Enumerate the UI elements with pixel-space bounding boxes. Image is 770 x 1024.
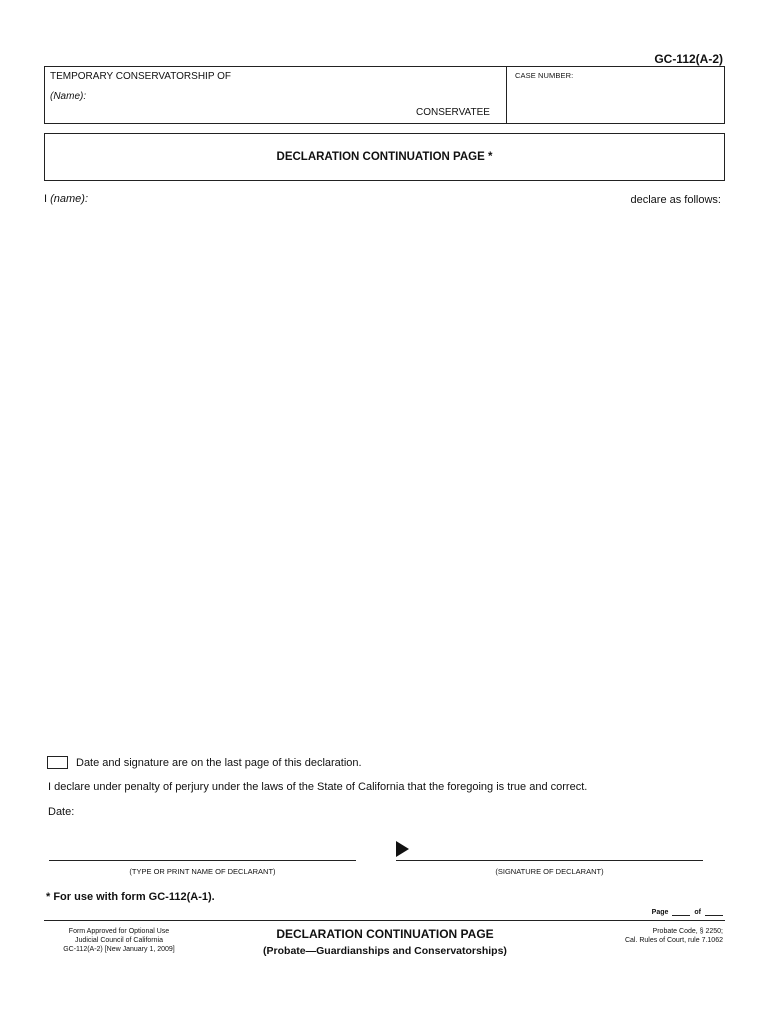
- print-name-caption: (TYPE OR PRINT NAME OF DECLARANT): [129, 867, 276, 876]
- footer-legal-citations: [543, 927, 723, 945]
- page-number-field[interactable]: [672, 907, 690, 916]
- date-label: Date:: [48, 806, 75, 818]
- footnote: * For use with form GC-112(A-1).: [46, 891, 215, 903]
- conservatee-name-field[interactable]: [100, 84, 400, 100]
- case-title: TEMPORARY CONSERVATORSHIP OF: [50, 71, 231, 82]
- checkbox-label: Date and signature are on the last page of this declaration.: [76, 757, 362, 769]
- case-number-label: CASE NUMBER:: [515, 71, 574, 80]
- footer-left-line: Judicial Council of California: [75, 937, 163, 944]
- signature-arrow-icon: [396, 841, 409, 857]
- form-number: GC-112(A-2): [654, 52, 723, 66]
- print-name-line[interactable]: [49, 860, 356, 861]
- declaration-body-area[interactable]: [44, 215, 725, 745]
- footer-right-line: Probate Code, § 2250;: [652, 928, 723, 935]
- i-label: I: [44, 193, 48, 205]
- declarant-line: [44, 193, 88, 205]
- footer-title-block: [230, 927, 540, 957]
- footer-left-line: GC-112(A-2) [New January 1, 2009]: [63, 946, 175, 953]
- signature-line[interactable]: [396, 860, 703, 861]
- date-field[interactable]: [80, 802, 330, 818]
- case-number-field[interactable]: [512, 82, 718, 118]
- footer-right-line: Cal. Rules of Court, rule 7.1062: [624, 937, 723, 944]
- caption-divider: [506, 66, 507, 124]
- last-page-checkbox[interactable]: [47, 756, 68, 769]
- footer-left-line: Form Approved for Optional Use: [68, 928, 170, 935]
- page-total-field[interactable]: [705, 907, 723, 916]
- page-title-box: [44, 133, 725, 181]
- conservatee-label: CONSERVATEE: [416, 107, 490, 118]
- page-numbering: [652, 907, 723, 916]
- signature-caption: (SIGNATURE OF DECLARANT): [495, 867, 604, 876]
- footer-subtitle: (Probate—Guardianships and Conservatorships): [263, 945, 507, 957]
- declarant-name-label: (name):: [50, 193, 89, 205]
- of-label: of: [694, 909, 701, 916]
- page-label: Page: [651, 909, 669, 916]
- declare-as-follows: declare as follows:: [630, 194, 721, 206]
- footer-rule: [44, 920, 725, 921]
- footer-title: DECLARATION CONTINUATION PAGE: [276, 927, 494, 941]
- name-label: (Name):: [50, 91, 87, 102]
- footer-form-approval: [44, 927, 194, 954]
- declarant-name-field[interactable]: [100, 190, 600, 206]
- page-title: DECLARATION CONTINUATION PAGE *: [276, 151, 493, 163]
- perjury-statement: I declare under penalty of perjury under the laws of the State of California that the foregoing is true and correct.: [48, 781, 588, 793]
